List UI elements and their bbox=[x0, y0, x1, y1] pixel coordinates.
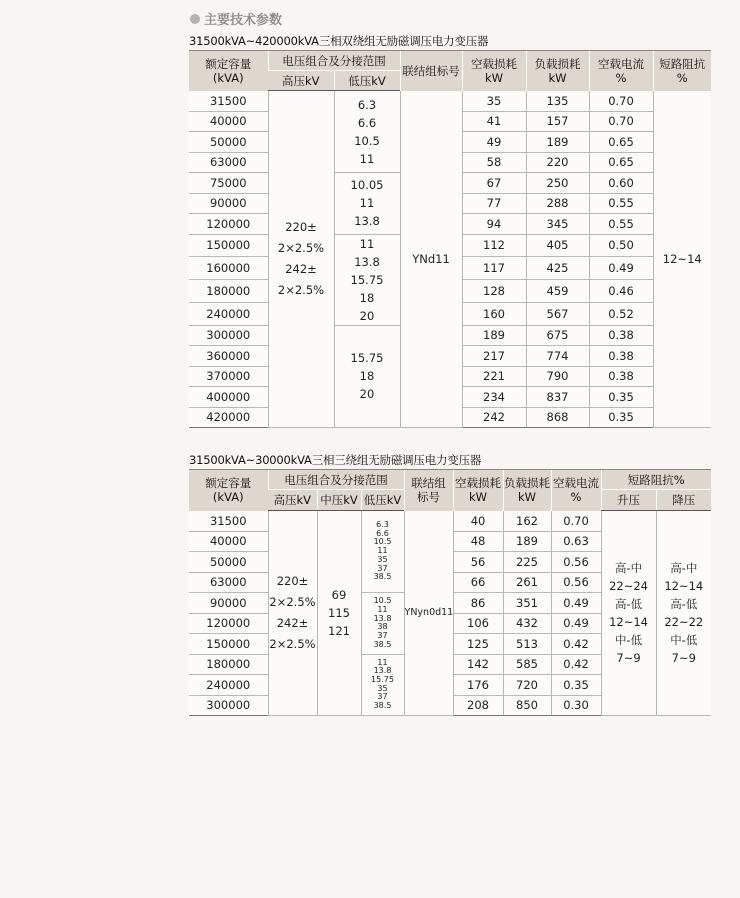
capacity-cell: 180000 bbox=[189, 280, 268, 303]
noload-loss-cell: 128 bbox=[462, 280, 526, 303]
load-loss-cell: 351 bbox=[503, 593, 551, 614]
noload-loss-cell: 48 bbox=[453, 531, 503, 552]
stack-line: 242± bbox=[276, 616, 309, 630]
stack-line: 10.5 bbox=[373, 537, 392, 547]
step-up-impedance-cell bbox=[601, 511, 656, 716]
th2-step-up: 升压 bbox=[601, 490, 656, 511]
noload-loss-cell: 217 bbox=[462, 346, 526, 367]
noload-current-cell: 0.35 bbox=[551, 675, 601, 696]
stack-line: 11 bbox=[377, 657, 388, 667]
load-loss-cell: 868 bbox=[526, 407, 589, 428]
capacity-cell: 400000 bbox=[189, 387, 268, 408]
load-loss-cell: 135 bbox=[526, 91, 589, 112]
stack-line: 13.8 bbox=[373, 613, 392, 623]
stack-line: 18 bbox=[359, 290, 375, 305]
load-loss-cell: 162 bbox=[503, 511, 551, 532]
noload-current-cell: 0.38 bbox=[589, 366, 653, 387]
noload-current-cell: 0.70 bbox=[589, 111, 653, 132]
noload-loss-cell: 40 bbox=[453, 511, 503, 532]
stack-line: 18 bbox=[359, 369, 375, 384]
th-noload-current: 空载电流 % bbox=[589, 51, 653, 91]
noload-current-cell: 0.56 bbox=[551, 552, 601, 573]
noload-current-cell: 0.70 bbox=[551, 511, 601, 532]
load-loss-cell: 675 bbox=[526, 325, 589, 346]
capacity-cell: 240000 bbox=[189, 675, 268, 696]
stack-line: 38.5 bbox=[373, 572, 392, 582]
connection-cell: YNd11 bbox=[400, 91, 462, 428]
table1-caption: 31500kVA~420000kVA三相双绕组无励磁调压电力变压器 bbox=[189, 34, 489, 48]
capacity-cell: 180000 bbox=[189, 654, 268, 675]
lv-cell bbox=[361, 654, 404, 716]
noload-loss-cell: 117 bbox=[462, 257, 526, 280]
stack-line: 13.8 bbox=[354, 254, 380, 269]
capacity-cell: 40000 bbox=[189, 111, 268, 132]
noload-loss-cell: 189 bbox=[462, 325, 526, 346]
load-loss-cell: 790 bbox=[526, 366, 589, 387]
lv-cell bbox=[334, 325, 400, 428]
load-loss-cell: 261 bbox=[503, 572, 551, 593]
th-load-loss: 负载损耗 kW bbox=[526, 51, 589, 91]
load-loss-cell: 850 bbox=[503, 695, 551, 716]
capacity-cell: 300000 bbox=[189, 325, 268, 346]
stack-line: 2×2.5% bbox=[277, 241, 325, 255]
load-loss-cell: 837 bbox=[526, 387, 589, 408]
noload-current-cell: 0.50 bbox=[589, 234, 653, 257]
load-loss-cell: 189 bbox=[503, 531, 551, 552]
th-voltage-group: 电压组合及分接范围 bbox=[268, 51, 400, 71]
noload-loss-cell: 67 bbox=[462, 173, 526, 194]
section-heading-text: 主要技术参数 bbox=[204, 13, 283, 28]
th2-mv: 中压kV bbox=[317, 490, 361, 511]
capacity-cell: 40000 bbox=[189, 531, 268, 552]
noload-loss-cell: 160 bbox=[462, 302, 526, 325]
stack-line: 37 bbox=[377, 692, 388, 702]
th2-lv: 低压kV bbox=[361, 490, 404, 511]
load-loss-cell: 774 bbox=[526, 346, 589, 367]
lv-cell bbox=[334, 91, 400, 173]
capacity-cell: 31500 bbox=[189, 511, 268, 532]
load-loss-cell: 345 bbox=[526, 214, 589, 235]
load-loss-cell: 513 bbox=[503, 634, 551, 655]
stack-line: 15.75 bbox=[371, 675, 394, 685]
th2-noload-loss: 空载损耗 kW bbox=[453, 470, 503, 511]
connection-cell: YNyn0d11 bbox=[404, 511, 453, 716]
noload-loss-cell: 77 bbox=[462, 193, 526, 214]
stack-line: 2×2.5% bbox=[269, 595, 316, 609]
stack-line: 高-中 bbox=[614, 561, 643, 575]
capacity-cell: 150000 bbox=[189, 234, 268, 257]
load-loss-cell: 405 bbox=[526, 234, 589, 257]
th-capacity: 额定容量 (kVA) bbox=[189, 51, 268, 91]
stack-line: 11 bbox=[377, 604, 388, 614]
stack-line: 37 bbox=[377, 630, 388, 640]
load-loss-cell: 585 bbox=[503, 654, 551, 675]
noload-current-cell: 0.65 bbox=[589, 152, 653, 173]
capacity-cell: 31500 bbox=[189, 91, 268, 112]
stack-line: 12~14 bbox=[609, 615, 648, 629]
stack-line: 10.5 bbox=[354, 133, 380, 148]
noload-loss-cell: 56 bbox=[453, 552, 503, 573]
two-winding-spec-table bbox=[189, 50, 711, 428]
table2-caption: 31500kVA~30000kVA三相三绕组无励磁调压电力变压器 bbox=[189, 453, 482, 467]
load-loss-cell: 157 bbox=[526, 111, 589, 132]
capacity-cell: 63000 bbox=[189, 572, 268, 593]
capacity-cell: 50000 bbox=[189, 132, 268, 153]
stack-line: 6.6 bbox=[357, 115, 377, 130]
table-row bbox=[189, 91, 711, 112]
section-heading bbox=[190, 9, 282, 28]
load-loss-cell: 432 bbox=[503, 613, 551, 634]
capacity-cell: 420000 bbox=[189, 407, 268, 428]
noload-current-cell: 0.63 bbox=[551, 531, 601, 552]
noload-loss-cell: 221 bbox=[462, 366, 526, 387]
load-loss-cell: 425 bbox=[526, 257, 589, 280]
load-loss-cell: 220 bbox=[526, 152, 589, 173]
noload-current-cell: 0.65 bbox=[589, 132, 653, 153]
th2-voltage-group: 电压组合及分接范围 bbox=[268, 470, 404, 490]
three-winding-spec-table bbox=[189, 469, 711, 716]
noload-current-cell: 0.55 bbox=[589, 214, 653, 235]
stack-line: 242± bbox=[285, 262, 317, 276]
stack-line: 35 bbox=[377, 554, 388, 564]
noload-loss-cell: 41 bbox=[462, 111, 526, 132]
noload-current-cell: 0.60 bbox=[589, 173, 653, 194]
stack-line: 20 bbox=[359, 387, 375, 402]
capacity-cell: 160000 bbox=[189, 257, 268, 280]
capacity-cell: 75000 bbox=[189, 173, 268, 194]
noload-current-cell: 0.49 bbox=[551, 593, 601, 614]
noload-loss-cell: 86 bbox=[453, 593, 503, 614]
th2-connection: 联结组 标号 bbox=[404, 470, 453, 511]
stack-line: 10.5 bbox=[373, 596, 392, 606]
noload-current-cell: 0.42 bbox=[551, 654, 601, 675]
stack-line: 220± bbox=[276, 574, 309, 588]
stack-line: 15.75 bbox=[350, 272, 384, 287]
capacity-cell: 90000 bbox=[189, 593, 268, 614]
noload-current-cell: 0.35 bbox=[589, 407, 653, 428]
stack-line: 22~24 bbox=[609, 579, 648, 593]
stack-line: 15.75 bbox=[350, 351, 384, 366]
stack-line: 6.3 bbox=[357, 97, 377, 112]
th2-step-down: 降压 bbox=[656, 490, 711, 511]
stack-line: 11 bbox=[359, 236, 375, 251]
noload-current-cell: 0.42 bbox=[551, 634, 601, 655]
stack-line: 中-低 bbox=[614, 633, 643, 647]
noload-loss-cell: 35 bbox=[462, 91, 526, 112]
stack-line: 13.8 bbox=[373, 666, 392, 676]
stack-line: 7~9 bbox=[671, 651, 696, 665]
capacity-cell: 120000 bbox=[189, 613, 268, 634]
hv-cell bbox=[268, 511, 317, 716]
stack-line: 11 bbox=[359, 196, 375, 211]
stack-line: 11 bbox=[359, 151, 375, 166]
noload-loss-cell: 66 bbox=[453, 572, 503, 593]
capacity-cell: 240000 bbox=[189, 302, 268, 325]
noload-current-cell: 0.38 bbox=[589, 346, 653, 367]
lv-cell bbox=[361, 593, 404, 655]
capacity-cell: 50000 bbox=[189, 552, 268, 573]
stack-line: 121 bbox=[328, 624, 350, 638]
th-connection: 联结组标号 bbox=[400, 51, 462, 91]
noload-current-cell: 0.30 bbox=[551, 695, 601, 716]
load-loss-cell: 459 bbox=[526, 280, 589, 303]
capacity-cell: 300000 bbox=[189, 695, 268, 716]
noload-current-cell: 0.55 bbox=[589, 193, 653, 214]
mv-cell bbox=[317, 511, 361, 716]
noload-current-cell: 0.52 bbox=[589, 302, 653, 325]
hv-cell bbox=[268, 91, 334, 428]
lv-cell bbox=[361, 511, 404, 593]
stack-line: 38 bbox=[377, 622, 388, 632]
th-impedance: 短路阻抗 % bbox=[653, 51, 711, 91]
stack-line: 69 bbox=[331, 588, 347, 602]
stack-line: 2×2.5% bbox=[269, 637, 316, 651]
capacity-cell: 370000 bbox=[189, 366, 268, 387]
load-loss-cell: 225 bbox=[503, 552, 551, 573]
noload-current-cell: 0.46 bbox=[589, 280, 653, 303]
noload-current-cell: 0.35 bbox=[589, 387, 653, 408]
noload-current-cell: 0.38 bbox=[589, 325, 653, 346]
stack-line: 高-低 bbox=[614, 597, 643, 611]
noload-current-cell: 0.70 bbox=[589, 91, 653, 112]
capacity-cell: 63000 bbox=[189, 152, 268, 173]
stack-line: 13.8 bbox=[354, 214, 380, 229]
stack-line: 22~22 bbox=[664, 615, 704, 629]
stack-line: 2×2.5% bbox=[277, 283, 325, 297]
load-loss-cell: 720 bbox=[503, 675, 551, 696]
stack-line: 11 bbox=[377, 546, 388, 556]
stack-line: 6.6 bbox=[376, 528, 389, 538]
load-loss-cell: 288 bbox=[526, 193, 589, 214]
capacity-cell: 120000 bbox=[189, 214, 268, 235]
th2-noload-current: 空载电流 % bbox=[551, 470, 601, 511]
stack-line: 38.5 bbox=[373, 701, 392, 711]
capacity-cell: 150000 bbox=[189, 634, 268, 655]
impedance-cell: 12~14 bbox=[653, 91, 711, 428]
stack-line: 37 bbox=[377, 563, 388, 573]
th2-load-loss: 负载损耗 kW bbox=[503, 470, 551, 511]
stack-line: 6.3 bbox=[376, 520, 389, 530]
noload-loss-cell: 142 bbox=[453, 654, 503, 675]
stack-line: 115 bbox=[328, 606, 350, 620]
th2-capacity: 额定容量 (kVA) bbox=[189, 470, 268, 511]
noload-loss-cell: 208 bbox=[453, 695, 503, 716]
stack-line: 35 bbox=[377, 683, 388, 693]
noload-loss-cell: 242 bbox=[462, 407, 526, 428]
th2-hv: 高压kV bbox=[268, 490, 317, 511]
stack-line: 10.05 bbox=[350, 178, 384, 193]
th-lv: 低压kV bbox=[334, 71, 400, 91]
noload-current-cell: 0.56 bbox=[551, 572, 601, 593]
stack-line: 高-低 bbox=[670, 597, 698, 611]
noload-loss-cell: 176 bbox=[453, 675, 503, 696]
noload-loss-cell: 112 bbox=[462, 234, 526, 257]
th2-impedance: 短路阻抗% bbox=[601, 470, 711, 490]
load-loss-cell: 250 bbox=[526, 173, 589, 194]
stack-line: 38.5 bbox=[373, 639, 392, 649]
stack-line: 7~9 bbox=[616, 651, 641, 665]
stack-line: 中-低 bbox=[670, 633, 698, 647]
noload-current-cell: 0.49 bbox=[589, 257, 653, 280]
load-loss-cell: 567 bbox=[526, 302, 589, 325]
noload-loss-cell: 234 bbox=[462, 387, 526, 408]
lv-cell bbox=[334, 173, 400, 235]
noload-loss-cell: 49 bbox=[462, 132, 526, 153]
noload-loss-cell: 58 bbox=[462, 152, 526, 173]
th-hv: 高压kV bbox=[268, 71, 334, 91]
th-noload-loss: 空载损耗 kW bbox=[462, 51, 526, 91]
lv-cell bbox=[334, 234, 400, 325]
table-row bbox=[189, 511, 711, 532]
step-down-impedance-cell bbox=[656, 511, 711, 716]
noload-loss-cell: 125 bbox=[453, 634, 503, 655]
noload-current-cell: 0.49 bbox=[551, 613, 601, 634]
stack-line: 高-中 bbox=[670, 561, 698, 575]
capacity-cell: 360000 bbox=[189, 346, 268, 367]
capacity-cell: 90000 bbox=[189, 193, 268, 214]
stack-line: 12~14 bbox=[664, 579, 704, 593]
noload-loss-cell: 94 bbox=[462, 214, 526, 235]
noload-loss-cell: 106 bbox=[453, 613, 503, 634]
load-loss-cell: 189 bbox=[526, 132, 589, 153]
stack-line: 20 bbox=[359, 308, 375, 323]
bullet-icon bbox=[190, 14, 200, 24]
stack-line: 220± bbox=[285, 220, 317, 234]
